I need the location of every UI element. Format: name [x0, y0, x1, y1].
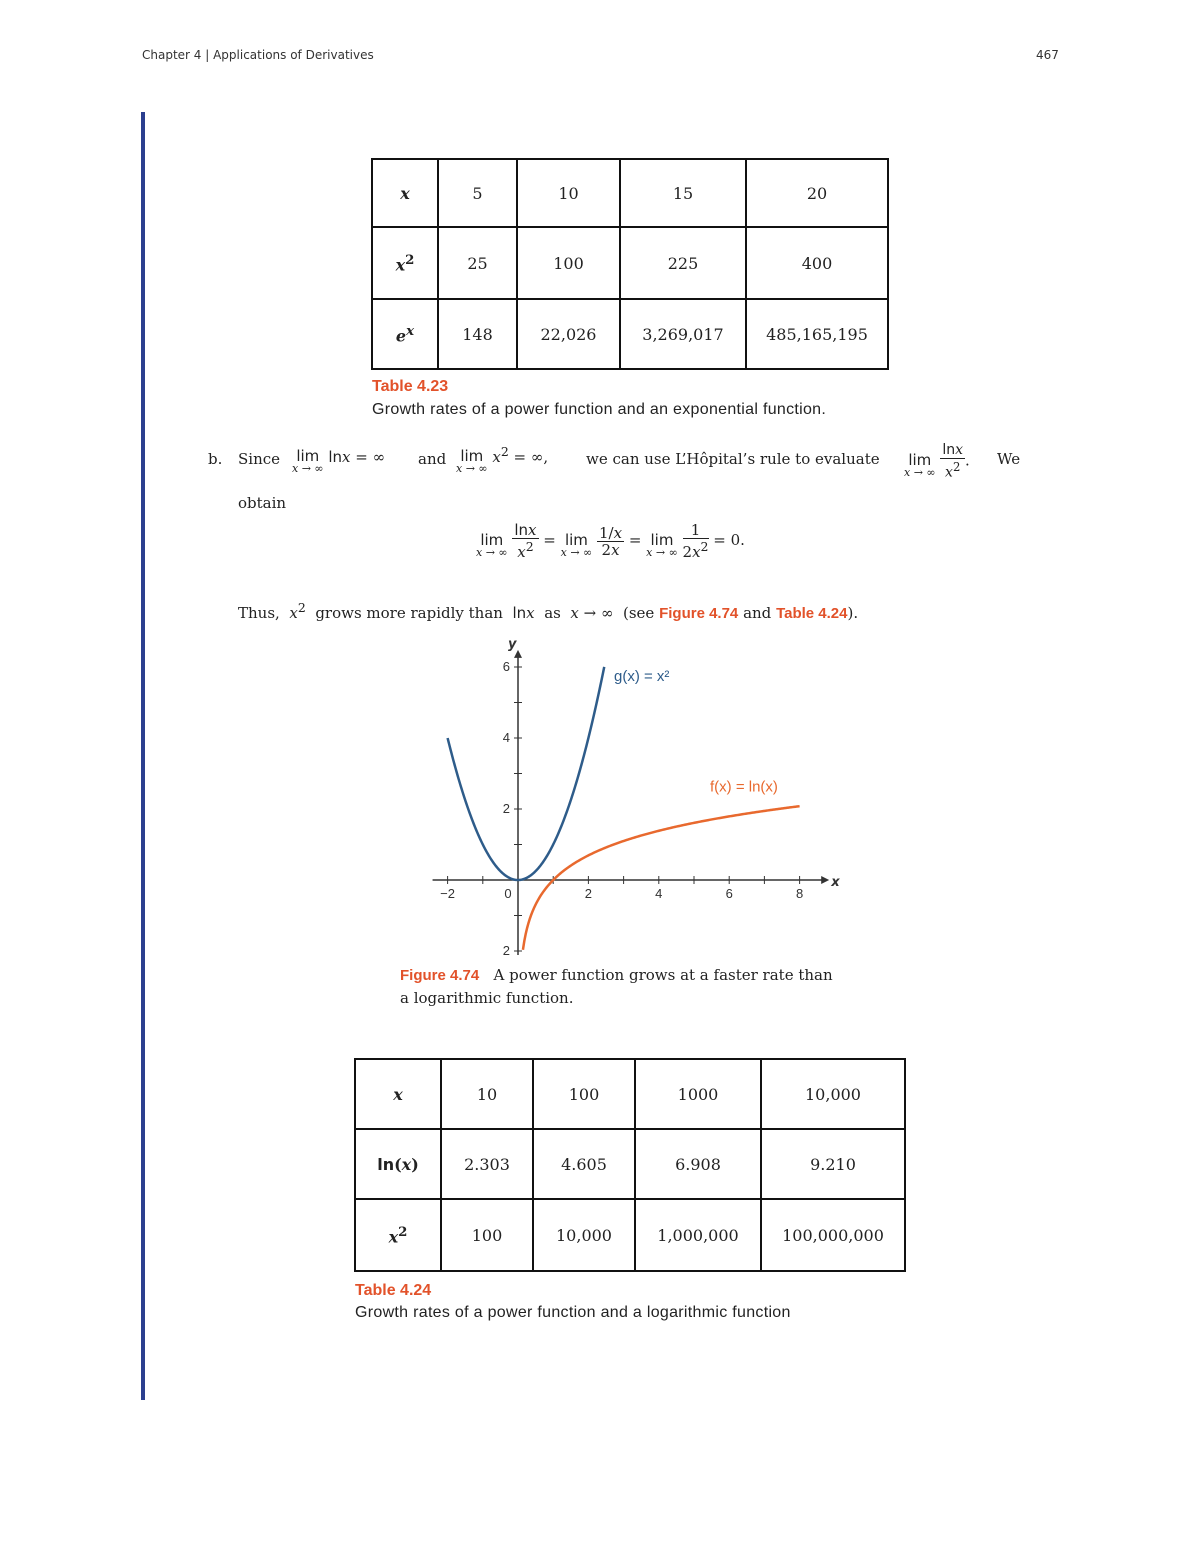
table-cell: 10,000 [533, 1199, 635, 1271]
x-tick-label: −2 [440, 886, 456, 901]
text-we-can: we can use L’Hôpital’s rule to evaluate [586, 450, 880, 468]
table-row [372, 299, 888, 369]
table-cell: 100,000,000 [761, 1199, 905, 1271]
table-cell: 9.210 [761, 1129, 905, 1199]
series-f-ln-x [523, 806, 800, 950]
page-number: 467 [1036, 48, 1059, 62]
table-cell: 2.303 [441, 1129, 533, 1199]
table-cell: 6.908 [635, 1129, 761, 1199]
table-cell: 148 [438, 299, 517, 369]
table-cell: 100 [441, 1199, 533, 1271]
figure-caption-text: A power function grows at a faster rate than a logarithmic function. [400, 966, 833, 1007]
table-4-23-caption: Growth rates of a power function and an exponential function. [372, 401, 827, 418]
row-header-ln-x: ln(x) [355, 1129, 441, 1199]
figure-4-74-link[interactable]: Figure 4.74 [659, 605, 739, 622]
text-and-2: and [743, 604, 772, 622]
table-cell: 10 [441, 1059, 533, 1129]
x-tick-label: 0 [504, 886, 512, 901]
y-tick-label: 6 [502, 659, 510, 674]
table-row [372, 159, 888, 227]
figure-4-74-label: Figure 4.74 [400, 967, 480, 984]
sidebar-rule [141, 112, 145, 1400]
table-cell: 225 [620, 227, 746, 299]
table-4-24 [354, 1058, 906, 1272]
row-header-x: x [372, 159, 438, 227]
x-tick-label: 4 [655, 886, 663, 901]
chapter-header: Chapter 4 | Applications of Derivatives [142, 48, 374, 62]
table-cell: 4.605 [533, 1129, 635, 1199]
table-row [355, 1129, 905, 1199]
text-close: ). [847, 604, 859, 622]
text-obtain: obtain [238, 494, 287, 512]
text-see: (see [622, 604, 655, 622]
table-cell: 20 [746, 159, 888, 227]
display-equation: lim x → ∞ $\frac{\ln x}{x^2}$ = lim x → ∞ $\frac{1/x}{2x}$ = lim x → ∞ $\frac{1}{2x^2}$ = 0. [476, 521, 745, 561]
table-cell: 22,026 [517, 299, 620, 369]
row-header-x: x [355, 1059, 441, 1129]
table-cell: 3,269,017 [620, 299, 746, 369]
list-label: b. [208, 450, 223, 468]
y-axis-label: y [508, 636, 517, 652]
table-row [355, 1059, 905, 1129]
row-header-x-squared: $x^2$ [355, 1199, 441, 1271]
table-row [355, 1199, 905, 1271]
x-axis-arrow [821, 876, 829, 884]
text-we: We [997, 450, 1021, 468]
y-tick-label: 2 [502, 943, 510, 958]
table-cell: 10,000 [761, 1059, 905, 1129]
text-grows: grows more rapidly than [315, 604, 503, 622]
x-axis-label: x [831, 875, 840, 890]
table-cell: 15 [620, 159, 746, 227]
table-cell: 5 [438, 159, 517, 227]
row-header-e-to-x: $e^x$ [372, 299, 438, 369]
paragraph-b [208, 442, 1038, 488]
series-g-x-squared [448, 667, 605, 880]
table-4-24-label: Table 4.24 [355, 1282, 432, 1299]
limit-x-squared: lim x → ∞ $x^2$ = ∞, [456, 444, 549, 475]
series-f-label: f(x) = ln(x) [710, 778, 778, 796]
series-g-label: g(x) = x² [614, 668, 670, 686]
figure-4-74-caption [400, 964, 840, 1009]
table-cell: 400 [746, 227, 888, 299]
figure-4-74-chart [400, 630, 840, 960]
table-cell: 485,165,195 [746, 299, 888, 369]
text-since: Since [238, 450, 281, 468]
table-cell: 1,000,000 [635, 1199, 761, 1271]
table-cell: 10 [517, 159, 620, 227]
limit-ln-x-over-x-squared: lim x → ∞ $\frac{\ln x}{x^2}$ . [904, 442, 970, 481]
table-cell: 100 [533, 1059, 635, 1129]
y-tick-label: 4 [502, 730, 510, 745]
text-thus: Thus, [238, 604, 280, 622]
table-4-23-label: Table 4.23 [372, 378, 449, 395]
table-row [372, 227, 888, 299]
table-cell: 25 [438, 227, 517, 299]
text-and: and [418, 450, 447, 468]
table-4-24-link[interactable]: Table 4.24 [776, 605, 848, 622]
limit-ln-x: lim x → ∞ lnx = ∞ [292, 447, 386, 475]
thus-sentence: Thus, $x^2$ grows more rapidly than lnx as x → ∞ (see Figure 4.74 and Table 4.24). [238, 600, 859, 622]
table-4-24-caption: Growth rates of a power function and a logarithmic function [355, 1304, 791, 1321]
x-tick-label: 6 [725, 886, 733, 901]
x-tick-label: 2 [584, 886, 593, 901]
y-tick-label: 2 [502, 801, 510, 816]
text-as: as [544, 604, 561, 622]
axis-ticks [440, 659, 803, 958]
table-cell: 100 [517, 227, 620, 299]
table-cell: 1000 [635, 1059, 761, 1129]
x-tick-label: 8 [795, 886, 804, 901]
table-4-23 [371, 158, 889, 370]
row-header-x-squared: $x^2$ [372, 227, 438, 299]
